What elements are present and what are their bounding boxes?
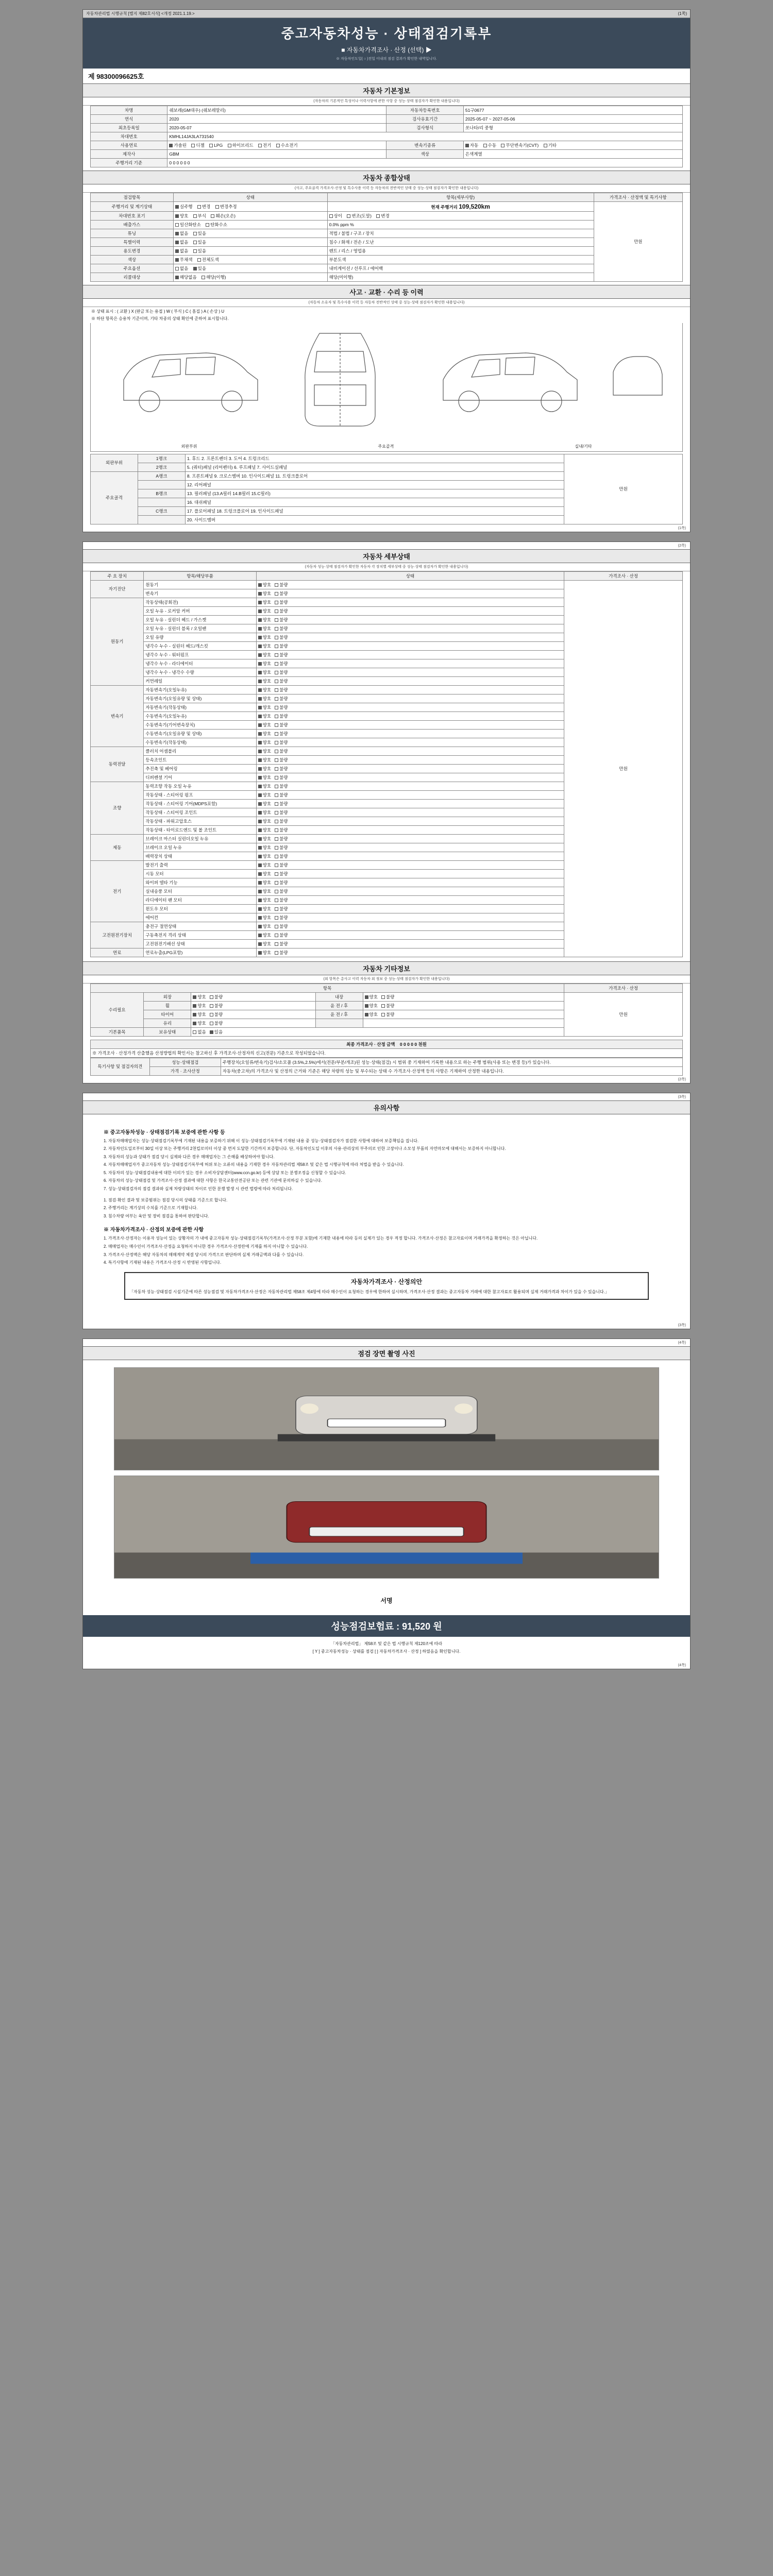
detail-item-label: 디퍼렌셜 기어 xyxy=(144,773,256,782)
vehicle-damage-diagram[interactable] xyxy=(90,323,683,452)
row-label: 색상 xyxy=(91,255,174,264)
price-survey-box xyxy=(124,1272,649,1300)
table-row xyxy=(91,1058,683,1066)
group-label: 연료 xyxy=(91,948,144,957)
row-options[interactable]: 양호 불량 xyxy=(191,1010,315,1019)
section-other-title: 자동차 기타정보 xyxy=(83,961,690,975)
price-note: 만원 xyxy=(594,201,682,281)
row-detail: 침수 / 화재 / 전손 / 도난 xyxy=(327,238,594,246)
notice-section-2-title: ※ 자동차가격조사 · 산정의 보증에 관한 사항 xyxy=(104,1227,204,1233)
detail-item-label: 오일 누유 - 실린더 헤드 / 가스켓 xyxy=(144,615,256,624)
detail-item-status[interactable]: 양호 불량 xyxy=(256,580,564,589)
rank-items: 12. 리어패널 xyxy=(185,480,564,489)
row-label: 특기사항 및 점검자의견 xyxy=(91,1058,150,1075)
detail-item-status[interactable]: 양호 불량 xyxy=(256,913,564,922)
mileage-label: 주행거리 기준 xyxy=(91,158,167,167)
row-options[interactable]: 없음 있음 xyxy=(191,1027,564,1036)
signature-label: 서명 xyxy=(380,1597,393,1604)
page-mark-bottom: (3쪽) xyxy=(678,1323,686,1327)
row-label: 휠 xyxy=(144,1001,191,1010)
parts-rank-table xyxy=(90,454,683,524)
rank-items: 5. (쿼터)패널 (리어펜더) 6. 루프패널 7. 사이드실패널 xyxy=(185,463,564,471)
page-mark-bottom: (2쪽) xyxy=(678,1077,686,1081)
field-label: 차명 xyxy=(91,106,167,114)
document-note: ※ 자동차인도일( ○ )전일 이내의 점검 결과가 확인한 내역입니다. xyxy=(336,57,437,61)
row-label: 특별이력 xyxy=(91,238,174,246)
basic-info-table xyxy=(90,106,683,167)
rank-label: A랭크 xyxy=(138,471,185,480)
detail-item-status[interactable]: 양호 불량 xyxy=(256,606,564,615)
page-3 xyxy=(82,1093,691,1329)
group-label: 제동 xyxy=(91,834,144,860)
table-row xyxy=(91,149,683,158)
final-price-table xyxy=(90,1040,683,1058)
rank-items: 16. 대쉬패널 xyxy=(185,498,564,506)
detail-item-status[interactable]: 양호 불량 xyxy=(256,939,564,948)
group-label: 원동기 xyxy=(91,598,144,685)
detail-item-label: 커먼레일 xyxy=(144,676,256,685)
notice-section-1-title: ※ 중고자동차성능 · 상태점검기록 보증에 관한 사항 등 xyxy=(104,1129,225,1136)
table-header-row xyxy=(91,571,683,580)
group-label: 변속기 xyxy=(91,685,144,747)
detail-item-status[interactable]: 양호 불량 xyxy=(256,878,564,887)
detail-item-label: 오일 누유 - 실린더 블록 / 오일팬 xyxy=(144,624,256,633)
price-survey-box-text: 「자동차 성능·상태점검 시설기준에 따른 성능점검 및 자동차가격조사·산정은 자동차관리법 제58조 제4항에 따라 매수인이 요청하는 경우에 한하여 실시하며, 가격조사·산정 결과는 중고자동차 거래에 대한 참고자료로 활용되며 실제 거래가격과 차이가 있을 수 있습니다.」 xyxy=(129,1289,609,1294)
detail-item-status[interactable]: 양호 불량 xyxy=(256,641,564,650)
row-label: 타이어 xyxy=(144,1010,191,1019)
detail-item-label: 자동변속기(작동상태) xyxy=(144,703,256,711)
row-detail: 해당(미이행) xyxy=(327,273,594,281)
fee-value: 91,520 원 xyxy=(402,1621,442,1632)
detail-item-status[interactable]: 양호 불량 xyxy=(256,895,564,904)
photo-2-content xyxy=(114,1476,659,1578)
column-header: 항목/해당부품 xyxy=(144,571,256,580)
detail-item-label: 고전원전기배선 상태 xyxy=(144,939,256,948)
detail-item-status[interactable]: 양호 불량 xyxy=(256,738,564,747)
row-detail: 내비게이션 / 선루프 / 에어백 xyxy=(327,264,594,273)
section-detail-title: 자동차 세부상태 xyxy=(83,549,690,563)
row-options[interactable]: 무채색 전체도색 xyxy=(173,255,327,264)
section-accident-title: 사고 · 교환 · 수리 등 이력 xyxy=(83,285,690,299)
detail-item-status[interactable]: 양호 불량 xyxy=(256,703,564,711)
row-detail: 부분도색 xyxy=(327,255,594,264)
table-row xyxy=(91,123,683,132)
detail-item-label: 에어컨 xyxy=(144,913,256,922)
row-options[interactable]: 양호 불량 xyxy=(363,992,564,1001)
detail-item-label: 발전기 출력 xyxy=(144,860,256,869)
footer-line-2: [ Y ] 중고자동차성능 · 상태를 점검 [ ] 자동차가격조사 · 산정 ] 하였음을 확인합니다. xyxy=(312,1649,461,1654)
detail-item-status[interactable]: 양호 불량 xyxy=(256,650,564,659)
row-label: 윤 전 / 후 xyxy=(315,1001,363,1010)
table-row xyxy=(91,454,683,463)
detail-item-status[interactable]: 양호 불량 xyxy=(256,668,564,676)
detail-item-status[interactable]: 양호 불량 xyxy=(256,930,564,939)
diagram-label-interior: 실내/기타 xyxy=(575,444,592,449)
detail-item-status[interactable]: 양호 불량 xyxy=(256,720,564,729)
detail-item-status[interactable]: 양호 불량 xyxy=(256,764,564,773)
detail-item-label: 라디에이터 팬 모터 xyxy=(144,895,256,904)
form-code: 자동차관리법 시행규칙 [별지 제82호서식] <개정 2021.1.19.> xyxy=(86,11,195,16)
detail-item-label: 윈도우 모터 xyxy=(144,904,256,913)
group-label: 주요골격 xyxy=(91,471,138,524)
section-accident-sub: (자동차 소유자 및 특수사용 이력 등 자동차 전반적인 상태 중 성능·상태 점검자가 확인한 내용입니다) xyxy=(83,299,690,307)
detail-item-label: 작동상태 - 파워고압호스 xyxy=(144,817,256,825)
inspection-photo-2 xyxy=(114,1476,659,1579)
field-label: 연식 xyxy=(91,114,167,123)
detail-item-label: 작동상태(공회전) xyxy=(144,598,256,606)
section-overall-title: 자동차 종합상태 xyxy=(83,171,690,184)
notice-item: 2. 자동차인도일로부터 30일 이상 또는 주행거리 2천킬로미터 이상 중 먼저 도달한 기간까지 보증합니다. 단, 자동차인도일 이후의 사용·관리상의 부주의로 인한 고장이나 소모성 부품의 자연마모에 대해서는 보증하지 아니합니다. xyxy=(104,1146,506,1151)
document-title: 중고자동차성능 · 상태점검기록부 xyxy=(281,26,492,41)
column-header: 가격조사 · 산정 xyxy=(564,571,683,580)
detail-item-label: 자동변속기(오일누유) xyxy=(144,685,256,694)
mileage-value: 0 0 0 0 0 0 xyxy=(167,158,683,167)
detail-item-label: 클러치 어셈블리 xyxy=(144,747,256,755)
row-options[interactable]: 양호 불량 xyxy=(191,1001,315,1010)
row-detail: 렌트 / 리스 / 영업용 xyxy=(327,246,594,255)
detail-item-label: 작동상태 - 스티어링 펌프 xyxy=(144,790,256,799)
detail-item-status[interactable]: 양호 불량 xyxy=(256,773,564,782)
detail-item-label: 오일 누유 - 로커암 커버 xyxy=(144,606,256,615)
page-1 xyxy=(82,9,691,532)
page-mark: (2쪽) xyxy=(678,544,686,548)
notice-item: 2. 주행거리는 계기상의 수치를 기준으로 기재합니다. xyxy=(104,1206,198,1211)
section-other-sub: (외 항목은 총사고 이력 자동차 외 정보 중 성능·상태 점검자가 확인한 내용입니다) xyxy=(83,975,690,984)
field-label: 변속기종류 xyxy=(386,141,463,149)
remark-text: 자동차(중고차)의 가격조사 및 산정의 근거와 기준은 해당 차량의 성능 및 부수되는 상태 수 가격조사·산정액 등의 사항은 기재하여 산정한 내용입니다. xyxy=(221,1066,682,1075)
row-label: 보유상태 xyxy=(144,1027,191,1036)
detail-item-label: 오일 유량 xyxy=(144,633,256,641)
row-options[interactable]: 없음 있음 xyxy=(173,264,327,273)
table-row xyxy=(91,1040,683,1048)
field-value: 쏘나타/리 중형 xyxy=(463,123,682,132)
document-subtitle: ■ 자동차가격조사 · 산정 (선택) ▶ xyxy=(341,46,432,54)
rank-label: 2랭크 xyxy=(138,463,185,471)
row-label: 리콜대상 xyxy=(91,273,174,281)
field-label: 최초등록일 xyxy=(91,123,167,132)
notice-item: 6. 자동차의 성능·상태점검 및 가격조사·산정 결과에 대한 사항은 한국교통안전공단 또는 관련 기관에 문의하실 수 있습니다. xyxy=(104,1178,323,1183)
document-number-line xyxy=(83,69,690,83)
table-row xyxy=(91,1066,683,1075)
row-label: 윤 전 / 후 xyxy=(315,1010,363,1019)
field-label: 검사형식 xyxy=(386,123,463,132)
rank-label: 1랭크 xyxy=(138,454,185,463)
detail-item-label: 충전구 절연상태 xyxy=(144,922,256,930)
detail-item-status[interactable]: 양호 불량 xyxy=(256,799,564,808)
rank-label: C랭크 xyxy=(138,506,185,515)
other-info-table xyxy=(90,984,683,1037)
table-row xyxy=(91,141,683,149)
column-header: 주 요 장치 xyxy=(91,571,144,580)
fuel-options[interactable]: 가솔린 디젤 LPG 하이브리드 전기 수소전기 xyxy=(167,141,386,149)
remark-text: 주행장치(오일류/변속기)검사/소모품 (3.5%,2.5%)에서(전문/부분/개조)된 성능·상태(점검) 시 범위 중 기재하여 기록한 내용으로 하는 주행 범위(사용 또는 변경 등)가 있습니다. xyxy=(221,1058,682,1066)
table-row xyxy=(91,158,683,167)
detail-item-label: 시동 모터 xyxy=(144,869,256,878)
row-label: 배출가스 xyxy=(91,220,174,229)
detail-item-label: 와이퍼 델타 기능 xyxy=(144,878,256,887)
group-label: 고전원전기장치 xyxy=(91,922,144,948)
notice-item: 5. 자동차의 성능·상태점검내용에 대한 이의가 있는 경우 소비자상담센터(www.ccn.go.kr) 등에 상담 또는 분쟁조정을 신청할 수 있습니다. xyxy=(104,1170,346,1175)
notice-item: 3. 침수차량 여부는 육안 및 장비 점검을 통하여 판단합니다. xyxy=(104,1213,209,1218)
diagram-legend-1: ※ 상태 표시 : ( 교환 ) X (판금 또는 용접 ) W ( 부식 ) C ( 흠집 ) A ( 손상 ) U xyxy=(91,309,225,314)
row-options[interactable]: 없음 있음 xyxy=(173,238,327,246)
group-label: 전기 xyxy=(91,860,144,922)
field-value: KMHL14JA3LA731540 xyxy=(167,132,683,141)
row-label: 유리 xyxy=(144,1019,191,1027)
section-basic-sub: (자동차의 기본적인 특성이나 이력사항에 관한 사항 중 성능·상태 점검자가 확인한 내용입니다) xyxy=(83,97,690,106)
detail-item-status[interactable]: 양호 불량 xyxy=(256,685,564,694)
row-label: 차대번호 표기 xyxy=(91,211,174,220)
notice-item: 3. 자동차의 성능과 상태가 점검 당시 실제와 다른 경우 매매업자는 그 손해를 배상하여야 합니다. xyxy=(104,1154,275,1159)
color-label: 색상 xyxy=(386,149,463,158)
field-value: 2025-05-07 ~ 2027-05-06 xyxy=(463,114,682,123)
overall-state-table xyxy=(90,193,683,282)
detail-item-status[interactable]: 양호 불량 xyxy=(256,633,564,641)
rank-label xyxy=(138,515,185,524)
price-note: 만원 xyxy=(564,580,683,957)
detail-item-label: 작동상태 - 스티어링 기어(MDPS포함) xyxy=(144,799,256,808)
detail-item-label: 구동축전지 격리 상태 xyxy=(144,930,256,939)
detail-item-status[interactable]: 양호 불량 xyxy=(256,887,564,895)
page-mark-bottom: (1쪽) xyxy=(678,526,686,530)
detail-item-status[interactable]: 양호 불량 xyxy=(256,808,564,817)
field-value: 쉐보레(GM대우) (쉐보레말리) xyxy=(167,106,386,114)
detail-item-label: 실내송풍 모터 xyxy=(144,887,256,895)
group-label: 외판부위 xyxy=(91,454,138,471)
maker-value: GBM xyxy=(167,149,386,158)
row-options[interactable]: 없음 있음 xyxy=(173,229,327,238)
footer-line-1: 「자동차관리법」 제58조 및 같은 법 시행규칙 제120조에 따라 xyxy=(330,1641,443,1646)
document-header xyxy=(83,18,690,69)
detail-item-label: 배력장치 상태 xyxy=(144,852,256,860)
row-label: 튜닝 xyxy=(91,229,174,238)
table-header-row xyxy=(91,984,683,992)
detail-item-label: 동력조향 작동 오일 누유 xyxy=(144,782,256,790)
page-mark: (3쪽) xyxy=(678,1095,686,1099)
field-label: 검사유효기간 xyxy=(386,114,463,123)
table-row xyxy=(91,580,683,589)
detail-item-label: 수동변속기(기어변속장치) xyxy=(144,720,256,729)
notice-item: 1. 가격조사·산정자는 이용자 성능이 있는 상황자의 가 내에 중고자동차 성능·상태점검기록부(가격조사·산정 부분 포함)에 기재한 내용에 따라 등의 실제가 있는 경우 적정 합니다. 가격조사·산정은 참고자료이며 거래가격을 확정하는 것은 아닙니다. xyxy=(104,1236,538,1241)
detail-item-status[interactable]: 양호 불량 xyxy=(256,729,564,738)
detail-item-status[interactable]: 양호 불량 xyxy=(256,598,564,606)
group-label: 자기진단 xyxy=(91,580,144,598)
page-mark-bottom: (4쪽) xyxy=(678,1663,686,1667)
detail-item-status[interactable]: 양호 불량 xyxy=(256,711,564,720)
detail-item-status[interactable]: 양호 불량 xyxy=(256,615,564,624)
notice-item: 7. 성능·상태점검자의 점검 결과와 실제 차량상태의 차이로 인한 분쟁 발생 시 관련 법령에 따라 처리됩니다. xyxy=(104,1187,293,1192)
table-row xyxy=(91,201,683,211)
diagram-legend-2: ※ 하단 항목은 승용차 기준이며, 기타 차종의 상태 확인에 준하여 표시합니다. xyxy=(91,316,229,321)
column-header: 항목(세부사항) xyxy=(327,193,594,201)
detail-item-status[interactable]: 양호 불량 xyxy=(256,589,564,598)
row-label: 내장 xyxy=(315,992,363,1001)
photo-1-content xyxy=(114,1368,659,1470)
rank-label xyxy=(138,480,185,489)
detail-item-label: 냉각수 누수 - 라디에이터 xyxy=(144,659,256,668)
row-detail[interactable]: 상이 변조(도말) 변경 xyxy=(327,211,594,220)
detail-item-label: 추진축 및 베어링 xyxy=(144,764,256,773)
final-price-title: 최종 가격조사 · 산정 금액 0 0 0 0 0 천원 xyxy=(91,1040,683,1048)
row-detail: 적법 / 불법 / 구조 / 장치 xyxy=(327,229,594,238)
field-label: 사용연료 xyxy=(91,141,167,149)
diagram-label-frame: 주요골격 xyxy=(378,444,394,449)
notice-item: 1. 점검·확인 결과 및 보증범위는 점검 당시의 상태를 기준으로 합니다. xyxy=(104,1197,228,1202)
detail-item-label: 수동변속기(오일누유) xyxy=(144,711,256,720)
row-sub-label: 성능·상태점검 xyxy=(149,1058,221,1066)
photos-title: 점검 장면 촬영 사진 xyxy=(83,1346,690,1360)
car-diagram-svg xyxy=(103,323,670,431)
field-label: 자동차등록번호 xyxy=(386,106,463,114)
row-options[interactable]: 양호 불량 xyxy=(363,1001,564,1010)
detail-item-label: 작동상태 - 스티어링 조인트 xyxy=(144,808,256,817)
field-value: 51구0677 xyxy=(463,106,682,114)
field-value: 2020 xyxy=(167,114,386,123)
remarks-table xyxy=(90,1058,683,1076)
table-row xyxy=(91,114,683,123)
price-note: 만원 xyxy=(564,454,683,524)
row-options[interactable]: 양호 불량 xyxy=(191,992,315,1001)
mileage-reading: 현재 주행거리 109,520km xyxy=(327,201,594,211)
detail-item-status[interactable]: 양호 불량 xyxy=(256,747,564,755)
detail-item-status[interactable]: 양호 불량 xyxy=(256,825,564,834)
final-price-note: ※ 가격조사 · 산정가격 산출했음 산정방법의 확인서는 참고하신 후 가격조사·산정자의 신고(전문) 기준으로 작성되었습니다. xyxy=(91,1048,683,1057)
rank-items: 13. 필러패널 (13.A필러 14.B필러 15.C필러) xyxy=(185,489,564,498)
document-number: 98300096625호 xyxy=(96,72,144,80)
detail-item-status[interactable]: 양호 불량 xyxy=(256,860,564,869)
detail-item-label: 연료누출(LPG포함) xyxy=(144,948,256,957)
column-header: 점검항목 xyxy=(91,193,174,201)
notice-item: 3. 가격조사·산정액은 해당 자동차의 매매계약 체결 당시의 가격으로 판단하며 실제 거래금액과 다를 수 있습니다. xyxy=(104,1252,304,1257)
detail-item-status[interactable]: 양호 불량 xyxy=(256,782,564,790)
row-label: 주행거리 및 계기상태 xyxy=(91,201,174,211)
row-detail: 0.0% ppm % xyxy=(327,220,594,229)
detail-item-status[interactable]: 양호 불량 xyxy=(256,948,564,957)
detail-item-label: 브레이크 마스터 실린더오일 누유 xyxy=(144,834,256,843)
form-top-strip xyxy=(83,10,690,18)
color-value: 은색계열 xyxy=(463,149,682,158)
group-label: 수리필요 xyxy=(91,992,144,1027)
document-number-label: 제 xyxy=(88,72,95,80)
field-value: 2020-05-07 xyxy=(167,123,386,132)
table-row xyxy=(91,106,683,114)
notice-item: 4. 자동차매매업자가 중고자동차 성능·상태점검기록부에 허위 또는 오류의 내용을 기재한 경우 자동차관리법 제58조 및 같은 법 시행규칙에 따라 처벌을 받을 수 있습니다. xyxy=(104,1162,404,1167)
row-options[interactable]: 일산화탄소 탄화수소 xyxy=(173,220,327,229)
detail-item-label: 자동변속기(오일유량 및 상태) xyxy=(144,694,256,703)
row-label: 주요옵션 xyxy=(91,264,174,273)
diagram-label-exterior: 외판부위 xyxy=(181,444,197,449)
detail-item-label: 작동상태 - 타이로드엔드 및 볼 조인트 xyxy=(144,825,256,834)
row-label: 외장 xyxy=(144,992,191,1001)
detail-item-status[interactable]: 양호 불량 xyxy=(256,676,564,685)
detail-state-table xyxy=(90,571,683,957)
row-options[interactable]: 양호 불량 xyxy=(363,1010,564,1019)
row-options[interactable]: 양호 불량 xyxy=(191,1019,315,1027)
signature-row xyxy=(104,1592,669,1609)
detail-item-status[interactable]: 양호 불량 xyxy=(256,904,564,913)
transmission-options[interactable]: 자동 수동 무단변속기(CVT) 기타 xyxy=(463,141,682,149)
detail-item-status[interactable]: 양호 불량 xyxy=(256,922,564,930)
table-row xyxy=(91,132,683,141)
notice-item: 1. 자동차매매업자는 성능·상태점검기록부에 기재된 내용을 보증하기 위해 이 성능·상태점검기록부에 기재된 내용 중 성능·상태점검자가 점검한 사항에 대하여 보증책임을 집니다. xyxy=(104,1138,419,1143)
row-options[interactable]: 실주행 변경 변경추정 xyxy=(173,201,327,211)
notice-title: 유의사항 xyxy=(83,1100,690,1114)
section-overall-sub: (사고, 주요골격 가격조사·산정 및 특수사용 이력 등 자동차의 전반적인 상태 중 성능·상태 점검자가 확인한 내용입니다) xyxy=(83,184,690,193)
row-sub-label: 가격 · 조사산정 xyxy=(149,1066,221,1075)
column-header: 상태 xyxy=(173,193,327,201)
table-row xyxy=(91,992,683,1001)
detail-item-status[interactable]: 양호 불량 xyxy=(256,852,564,860)
column-header: 상태 xyxy=(256,571,564,580)
detail-item-label: 수동변속기(오일유량 및 상태) xyxy=(144,729,256,738)
group-label: 기본품목 xyxy=(91,1027,144,1036)
fee-label: 성능점검보험료 : xyxy=(331,1621,400,1632)
field-label: 차대번호 xyxy=(91,132,167,141)
detail-item-label: 냉각수 누수 - 냉각수 수량 xyxy=(144,668,256,676)
detail-item-label: 브레이크 오일 누유 xyxy=(144,843,256,852)
inspection-photo-1 xyxy=(114,1367,659,1470)
detail-item-label: 냉각수 누수 - 워터펌프 xyxy=(144,650,256,659)
rank-label: B랭크 xyxy=(138,489,185,498)
table-row xyxy=(91,1048,683,1057)
table-header-row xyxy=(91,193,683,201)
rank-label xyxy=(138,498,185,506)
detail-item-status[interactable]: 양호 불량 xyxy=(256,755,564,764)
notice-item: 4. 특기사항에 기재된 내용은 가격조사·산정 시 반영된 사항입니다. xyxy=(104,1260,222,1265)
detail-item-status[interactable]: 양호 불량 xyxy=(256,843,564,852)
detail-item-label: 수동변속기(작동상태) xyxy=(144,738,256,747)
detail-item-status[interactable]: 양호 불량 xyxy=(256,790,564,799)
page-2 xyxy=(82,541,691,1083)
detail-item-label: 냉각수 누수 - 실린더 헤드/개스킷 xyxy=(144,641,256,650)
price-note: 만원 xyxy=(564,992,683,1036)
fee-bar xyxy=(83,1615,690,1637)
detail-item-status[interactable]: 양호 불량 xyxy=(256,624,564,633)
rank-items: 20. 사이드멤버 xyxy=(185,515,564,524)
row-label: 용도변경 xyxy=(91,246,174,255)
row-options[interactable]: 없음 있음 xyxy=(173,246,327,255)
detail-item-status[interactable]: 양호 불량 xyxy=(256,659,564,668)
page-mark: (4쪽) xyxy=(678,1341,686,1345)
column-header: 가격조사 · 산정액 및 특기사항 xyxy=(594,193,682,201)
detail-item-status[interactable]: 양호 불량 xyxy=(256,694,564,703)
detail-item-label: 원동기 xyxy=(144,580,256,589)
maker-label: 제작사 xyxy=(91,149,167,158)
detail-item-status[interactable]: 양호 불량 xyxy=(256,817,564,825)
group-label: 조향 xyxy=(91,782,144,834)
detail-item-label: 등속조인트 xyxy=(144,755,256,764)
row-options[interactable]: 양호 부식 훼손(오손) xyxy=(173,211,327,220)
group-label: 동력전달 xyxy=(91,747,144,782)
rank-items: 17. 플로어패널 18. 트렁크플로어 19. 인사이드패널 xyxy=(185,506,564,515)
column-header: 가격조사 · 산정 xyxy=(564,984,683,992)
page-4 xyxy=(82,1338,691,1669)
row-options[interactable]: 해당없음 해당(이행) xyxy=(173,273,327,281)
detail-item-label: 변속기 xyxy=(144,589,256,598)
price-survey-box-title: 자동차가격조사 · 산정의안 xyxy=(350,1278,423,1285)
rank-items: 1. 후드 2. 프론트펜더 3. 도어 4. 트렁크리드 xyxy=(185,454,564,463)
rank-items: 8. 프론트패널 9. 크로스멤버 10. 인사이드패널 11. 트렁크플로어 xyxy=(185,471,564,480)
page-mark: (1쪽) xyxy=(678,11,687,16)
detail-item-status[interactable]: 양호 불량 xyxy=(256,834,564,843)
detail-item-status[interactable]: 양호 불량 xyxy=(256,869,564,878)
section-detail-sub: (자동차 성능·상태 점검자가 확인한 자동차 각 장치별 세부상태 중 성능·상태 점검자가 확인한 내용입니다) xyxy=(83,563,690,571)
section-basic-title: 자동차 기본정보 xyxy=(83,83,690,97)
column-header: 항목 xyxy=(91,984,564,992)
notice-item: 2. 매매업자는 매수인이 가격조사·산정을 요청하지 아니한 경우 가격조사·산정란에 기재를 하지 아니할 수 있습니다. xyxy=(104,1244,308,1249)
